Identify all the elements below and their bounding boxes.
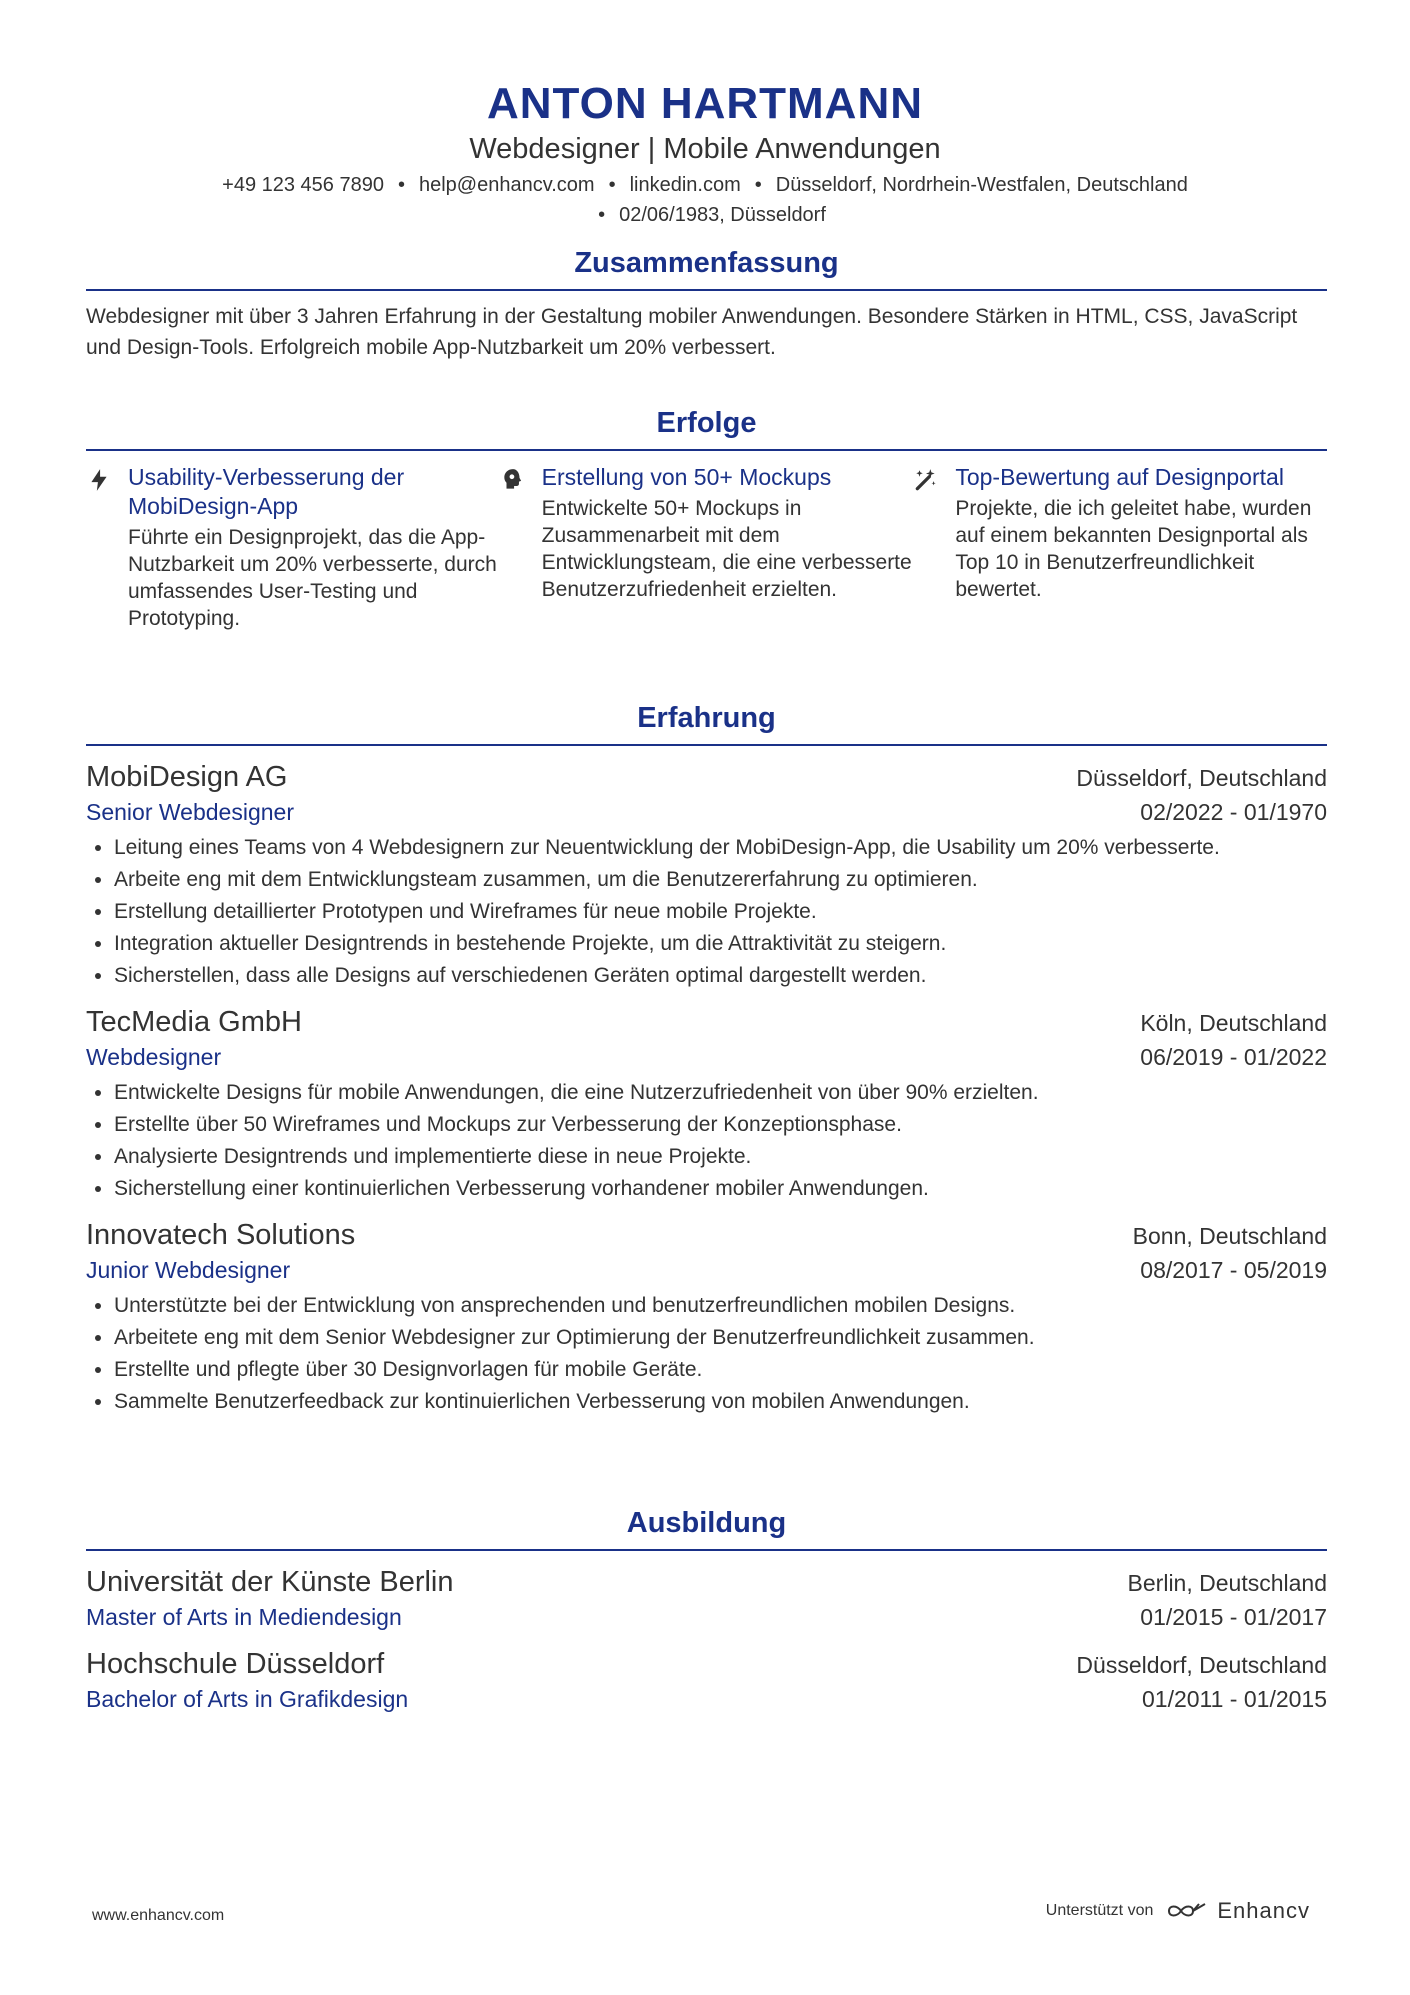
job-role: Senior Webdesigner (86, 799, 294, 825)
school-name: Hochschule Düsseldorf (86, 1648, 385, 1680)
bullet-item: • Erstellte über 50 Wireframes und Mockups zur Verbesserung der Konzeptionsphase. (114, 1109, 1327, 1140)
bullet-item: • Arbeite eng mit dem Entwicklungsteam zusammen, um die Benutzererfahrung zu optimieren. (114, 864, 1327, 895)
bullet-item: • Erstellte und pflegte über 30 Designvorlagen für mobile Geräte. (114, 1354, 1327, 1385)
bullet-item: • Leitung eines Teams von 4 Webdesignern zur Neuentwicklung der MobiDesign-App, die Usability um 20% verbesserte. (114, 832, 1327, 863)
job-bullets (86, 832, 1327, 991)
contact-phone (222, 170, 419, 200)
contact-info (155, 170, 1255, 230)
bullet-item: • Sammelte Benutzerfeedback zur kontinuierlichen Verbesserung von mobilen Anwendungen. (114, 1386, 1327, 1417)
school-location: Düsseldorf, Deutschland (1076, 1652, 1327, 1678)
company-name: MobiDesign AG (86, 761, 288, 793)
company-name: TecMedia GmbH (86, 1006, 302, 1038)
education-entry (86, 1645, 1327, 1715)
achievement-item (86, 463, 500, 632)
achievements-section (86, 405, 1327, 632)
bullet-item: • Integration aktueller Designtrends in bestehende Projekte, um die Attraktivität zu steigern. (114, 928, 1327, 959)
bullet-item: • Sicherstellen, dass alle Designs auf verschiedenen Geräten optimal dargestellt werden. (114, 960, 1327, 991)
magic-wand-icon (913, 463, 955, 632)
job-role: Junior Webdesigner (86, 1257, 291, 1283)
job-dates: 08/2017 - 05/2019 (1140, 1257, 1327, 1283)
section-title-experience: Erfahrung (86, 700, 1327, 746)
footer-branding (1046, 1898, 1310, 1924)
job-dates: 06/2019 - 01/2022 (1140, 1044, 1327, 1070)
achievements-list (86, 463, 1327, 632)
summary-section (86, 245, 1327, 363)
job-bullets (86, 1290, 1327, 1417)
school-name: Universität der Künste Berlin (86, 1566, 454, 1598)
separator-dot: • (754, 174, 762, 196)
job-location: Köln, Deutschland (1140, 1010, 1327, 1036)
achievement-title: Usability-Verbesserung der MobiDesign-App (128, 464, 405, 519)
job-location: Düsseldorf, Deutschland (1076, 765, 1327, 791)
brain-head-icon (500, 463, 542, 632)
contact-linkedin (630, 170, 776, 200)
section-title-summary: Zusammenfassung (86, 245, 1327, 291)
location-text: Düsseldorf, Nordrhein-Westfalen, Deutschland (775, 174, 1188, 196)
lightning-icon (86, 463, 128, 632)
footer-website[interactable]: www.enhancv.com (92, 1907, 225, 1924)
contact-email (419, 170, 630, 200)
linkedin-text: linkedin.com (629, 174, 741, 196)
birth-text: 02/06/1983, Düsseldorf (619, 204, 826, 226)
achievement-description: Entwickelte 50+ Mockups in Zusammenarbeit mit dem Entwicklungsteam, die eine verbesserte Benutzerzufriedenheit erzielten. (541, 497, 912, 601)
phone-text: +49 123 456 7890 (222, 174, 384, 196)
bullet-item: • Sicherstellung einer kontinuierlichen Verbesserung vorhandener mobiler Anwendungen. (114, 1173, 1327, 1204)
achievement-item (913, 463, 1327, 632)
experience-section (86, 700, 1327, 1418)
bullet-item: • Unterstützte bei der Entwicklung von ansprechenden und benutzerfreundlichen mobilen Designs. (114, 1290, 1327, 1321)
contact-location (776, 170, 1188, 200)
summary-text: Webdesigner mit über 3 Jahren Erfahrung in der Gestaltung mobiler Anwendungen. Besondere Stärken in HTML, CSS, JavaScript und Design-Tools. Erfolgreich mobile App-Nutzbarkeit um 20% verbessert. (86, 305, 1298, 359)
degree: Bachelor of Arts in Grafikdesign (86, 1686, 409, 1712)
candidate-title: Webdesigner | Mobile Anwendungen (469, 133, 941, 165)
achievement-item (500, 463, 914, 632)
education-entry (86, 1563, 1327, 1633)
section-title-education: Ausbildung (86, 1505, 1327, 1551)
resume-header (0, 0, 1410, 230)
candidate-name: ANTON HARTMANN (486, 79, 924, 128)
job-role: Webdesigner (86, 1044, 222, 1070)
contact-birth (584, 200, 826, 230)
education-section (86, 1505, 1327, 1715)
section-title-achievements: Erfolge (86, 405, 1327, 451)
company-name: Innovatech Solutions (86, 1219, 356, 1251)
degree: Master of Arts in Mediendesign (86, 1604, 402, 1630)
achievement-description: Führte ein Designprojekt, das die App-Nutzbarkeit um 20% verbesserte, durch umfassendes User-Testing und Prototyping. (128, 526, 497, 630)
school-location: Berlin, Deutschland (1127, 1570, 1327, 1596)
powered-by-text: Unterstützt von (1045, 1902, 1154, 1919)
brand-name: Enhancv (1217, 1898, 1310, 1923)
job-dates: 02/2022 - 01/1970 (1140, 799, 1327, 825)
job-entry (86, 1003, 1327, 1204)
achievement-description: Projekte, die ich geleitet habe, wurden auf einem bekannten Designportal als Top 10 in Benutzerfreundlichkeit bewertet. (955, 497, 1312, 601)
education-dates: 01/2015 - 01/2017 (1140, 1604, 1327, 1630)
email-text: help@enhancv.com (418, 174, 595, 196)
job-location: Bonn, Deutschland (1132, 1223, 1327, 1249)
job-entry (86, 1216, 1327, 1417)
separator-dot: • (598, 204, 606, 226)
job-bullets (86, 1077, 1327, 1204)
bullet-item: • Arbeitete eng mit dem Senior Webdesigner zur Optimierung der Benutzerfreundlichkeit zusammen. (114, 1322, 1327, 1353)
bullet-item: • Entwickelte Designs für mobile Anwendungen, die eine Nutzerzufriedenheit von über 90% erzielten. (114, 1077, 1327, 1108)
bullet-item: • Analysierte Designtrends und implementierte diese in neue Projekte. (114, 1141, 1327, 1172)
achievement-title: Top-Bewertung auf Designportal (955, 464, 1284, 490)
job-entry (86, 758, 1327, 991)
separator-dot: • (397, 174, 405, 196)
enhancv-logo-icon (1165, 1900, 1209, 1922)
separator-dot: • (608, 174, 616, 196)
education-dates: 01/2011 - 01/2015 (1141, 1686, 1327, 1712)
bullet-item: • Erstellung detaillierter Prototypen und Wireframes für neue mobile Projekte. (114, 896, 1327, 927)
achievement-title: Erstellung von 50+ Mockups (541, 464, 832, 490)
